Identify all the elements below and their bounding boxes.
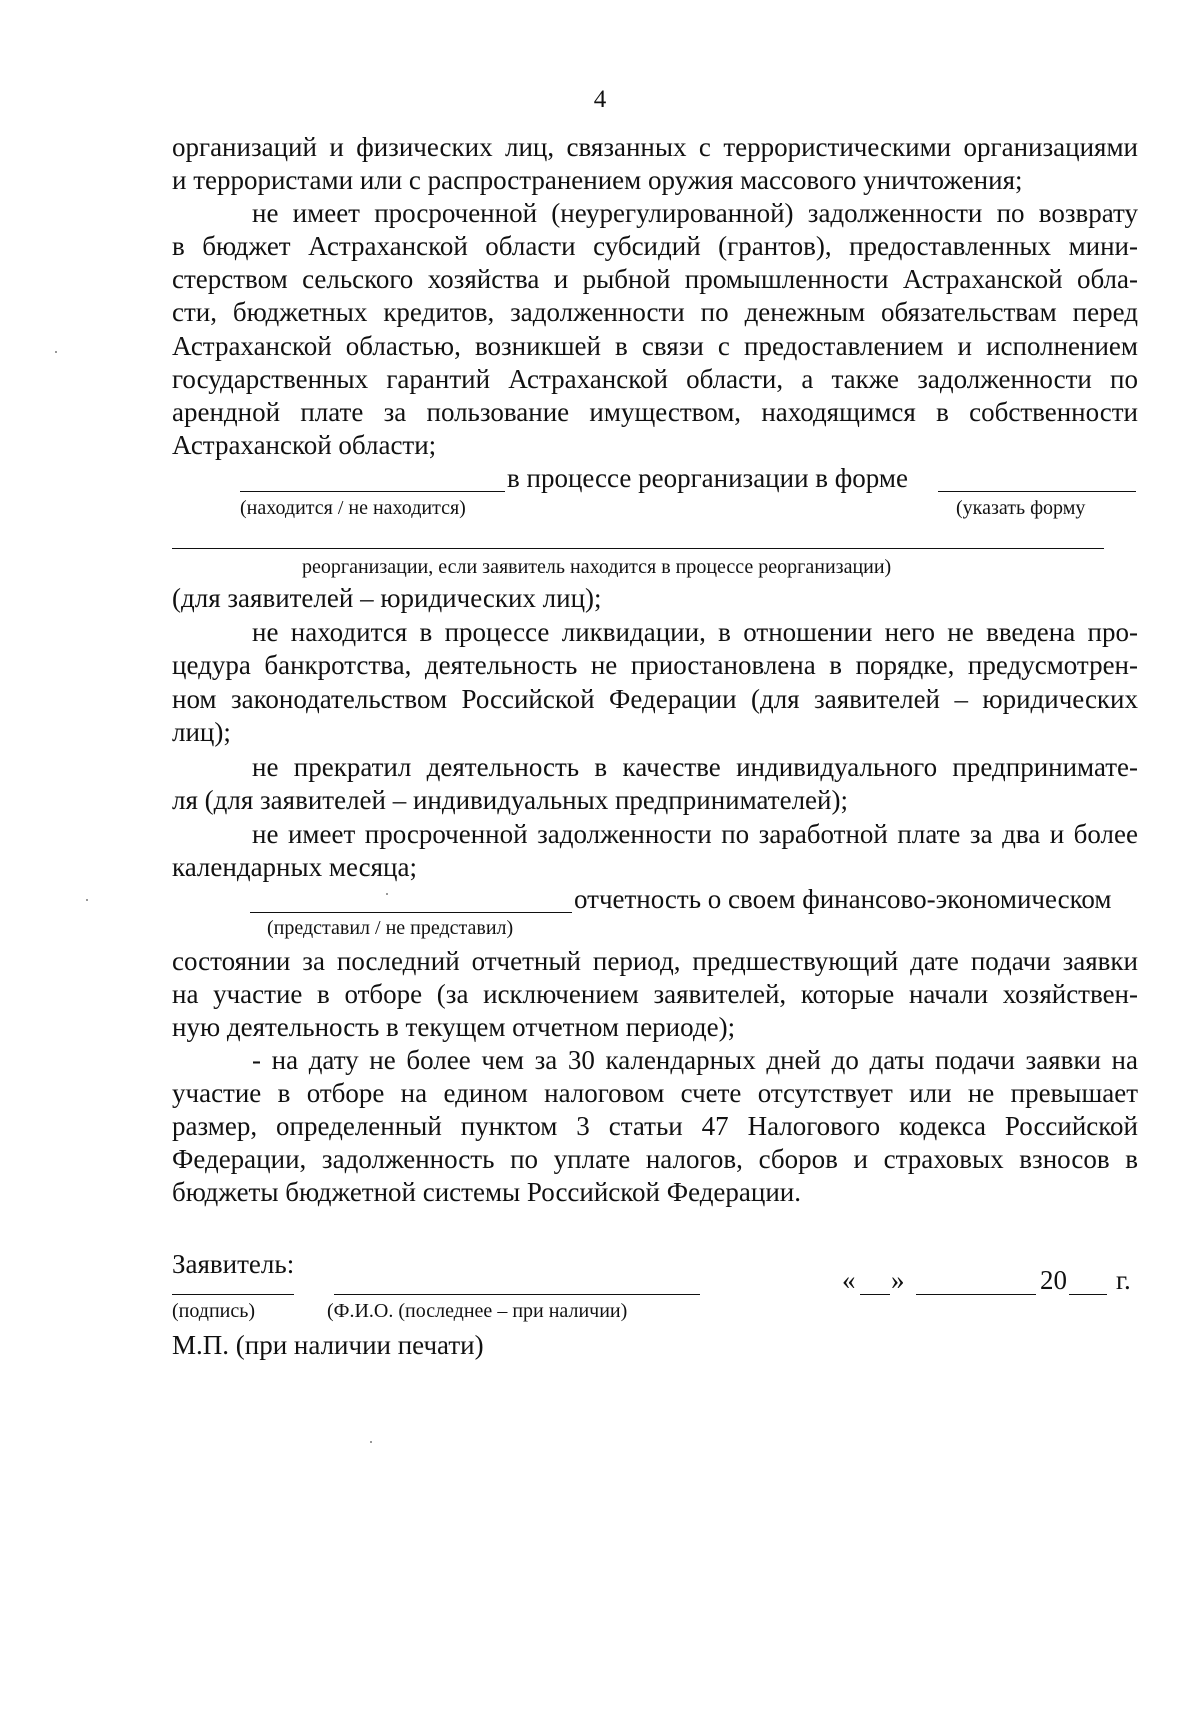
reorg-form-blank-line-2[interactable] — [172, 548, 1104, 549]
reorg-form-blank[interactable] — [938, 491, 1136, 492]
date-quote-close: » — [891, 1265, 905, 1295]
paragraph-debt-line-8: Астраханской области; — [172, 430, 437, 460]
paragraph-liquidation-line-4: лиц); — [172, 717, 231, 747]
paragraph-salary-line-1: не имеет просроченной задолженности по заработной плате за два и более — [252, 819, 1138, 849]
date-day-blank[interactable] — [860, 1294, 890, 1295]
date-year-suffix: г. — [1116, 1265, 1131, 1295]
paragraph-tax-line-2: участие в отборе на едином налоговом счете отсутствует или не превышает — [172, 1078, 1138, 1108]
paragraph-debt-line-1: не имеет просроченной (неурегулированной) задолженности по возврату — [252, 198, 1138, 228]
paragraph-debt-line-7: арендной плате за пользование имуществом, находящимся в собственности — [172, 397, 1138, 427]
reorg-text: в процессе реорганизации в форме — [507, 463, 908, 493]
date-quote-open: « — [842, 1265, 856, 1295]
report-status-blank[interactable] — [250, 912, 572, 913]
paragraph-report-line-3: ную деятельность в текущем отчетном периоде); — [172, 1012, 736, 1042]
scan-speck — [370, 1441, 372, 1443]
scan-speck — [386, 893, 388, 895]
reorg-status-blank[interactable] — [240, 491, 505, 492]
paragraph-debt-line-4: сти, бюджетных кредитов, задолженности по денежным обязательствам перед — [172, 297, 1138, 327]
paragraph-liquidation-line-1: не находится в процессе ликвидации, в отношении него не введена про- — [252, 617, 1138, 647]
paragraph-report-line-1: состоянии за последний отчетный период, предшествующий дате подачи заявки — [172, 946, 1138, 976]
paragraph-tax-line-4: Федерации, задолженность по уплате налогов, сборов и страховых взносов в — [172, 1144, 1138, 1174]
paragraph-terror-line-1: организаций и физических лиц, связанных с террористическими организациями — [172, 132, 1138, 162]
paragraph-debt-line-5: Астраханской областью, возникшей в связи с предоставлением и исполнением — [172, 331, 1138, 361]
date-year-blank[interactable] — [1069, 1294, 1107, 1295]
reorg-status-hint: (находится / не находится) — [240, 497, 466, 519]
paragraph-entrepreneur-line-2: ля (для заявителей – индивидуальных предпринимателей); — [172, 785, 848, 815]
name-blank[interactable] — [334, 1294, 700, 1295]
scan-speck — [86, 899, 88, 901]
paragraph-report-line-2: на участие в отборе (за исключением заявителей, которые начали хозяйствен- — [172, 979, 1138, 1009]
page-number: 4 — [593, 86, 607, 113]
date-month-blank[interactable] — [916, 1294, 1036, 1295]
paragraph-tax-line-3: размер, определенный пунктом 3 статьи 47 Налогового кодекса Российской — [172, 1111, 1138, 1141]
signature-hint: (подпись) — [172, 1300, 256, 1322]
reorg-tail: (для заявителей – юридических лиц); — [172, 583, 602, 613]
paragraph-debt-line-3: стерством сельского хозяйства и рыбной промышленности Астраханской обла- — [172, 264, 1138, 294]
paragraph-debt-line-6: государственных гарантий Астраханской области, а также задолженности по — [172, 364, 1138, 394]
report-status-hint: (представил / не представил) — [267, 917, 514, 939]
date-year-prefix: 20 — [1040, 1265, 1067, 1295]
name-hint: (Ф.И.О. (последнее – при наличии) — [327, 1300, 628, 1322]
paragraph-salary-line-2: календарных месяца; — [172, 852, 417, 882]
signature-blank[interactable] — [172, 1294, 294, 1295]
paragraph-liquidation-line-3: ном законодательством Российской Федерации (для заявителей – юридических — [172, 684, 1138, 714]
paragraph-tax-line-1: - на дату не более чем за 30 календарных дней до даты подачи заявки на — [252, 1045, 1138, 1075]
paragraph-liquidation-line-2: цедура банкротства, деятельность не приостановлена в порядке, предусмотрен- — [172, 650, 1138, 680]
applicant-label: Заявитель: — [172, 1249, 295, 1279]
seal-note: М.П. (при наличии печати) — [172, 1330, 484, 1360]
paragraph-terror-line-2: и террористами или с распространением оружия массового уничтожения; — [172, 165, 1023, 195]
reorg-form-hint: (указать форму — [956, 497, 1086, 519]
paragraph-entrepreneur-line-1: не прекратил деятельность в качестве индивидуального предпринимате- — [252, 752, 1138, 782]
report-text: отчетность о своем финансово-экономическом — [574, 884, 1112, 914]
scan-speck — [55, 351, 57, 353]
paragraph-debt-line-2: в бюджет Астраханской области субсидий (грантов), предоставленных мини- — [172, 231, 1138, 261]
reorg-form-hint-2: реорганизации, если заявитель находится в процессе реорганизации) — [302, 556, 892, 578]
paragraph-tax-line-5: бюджеты бюджетной системы Российской Федерации. — [172, 1177, 802, 1207]
